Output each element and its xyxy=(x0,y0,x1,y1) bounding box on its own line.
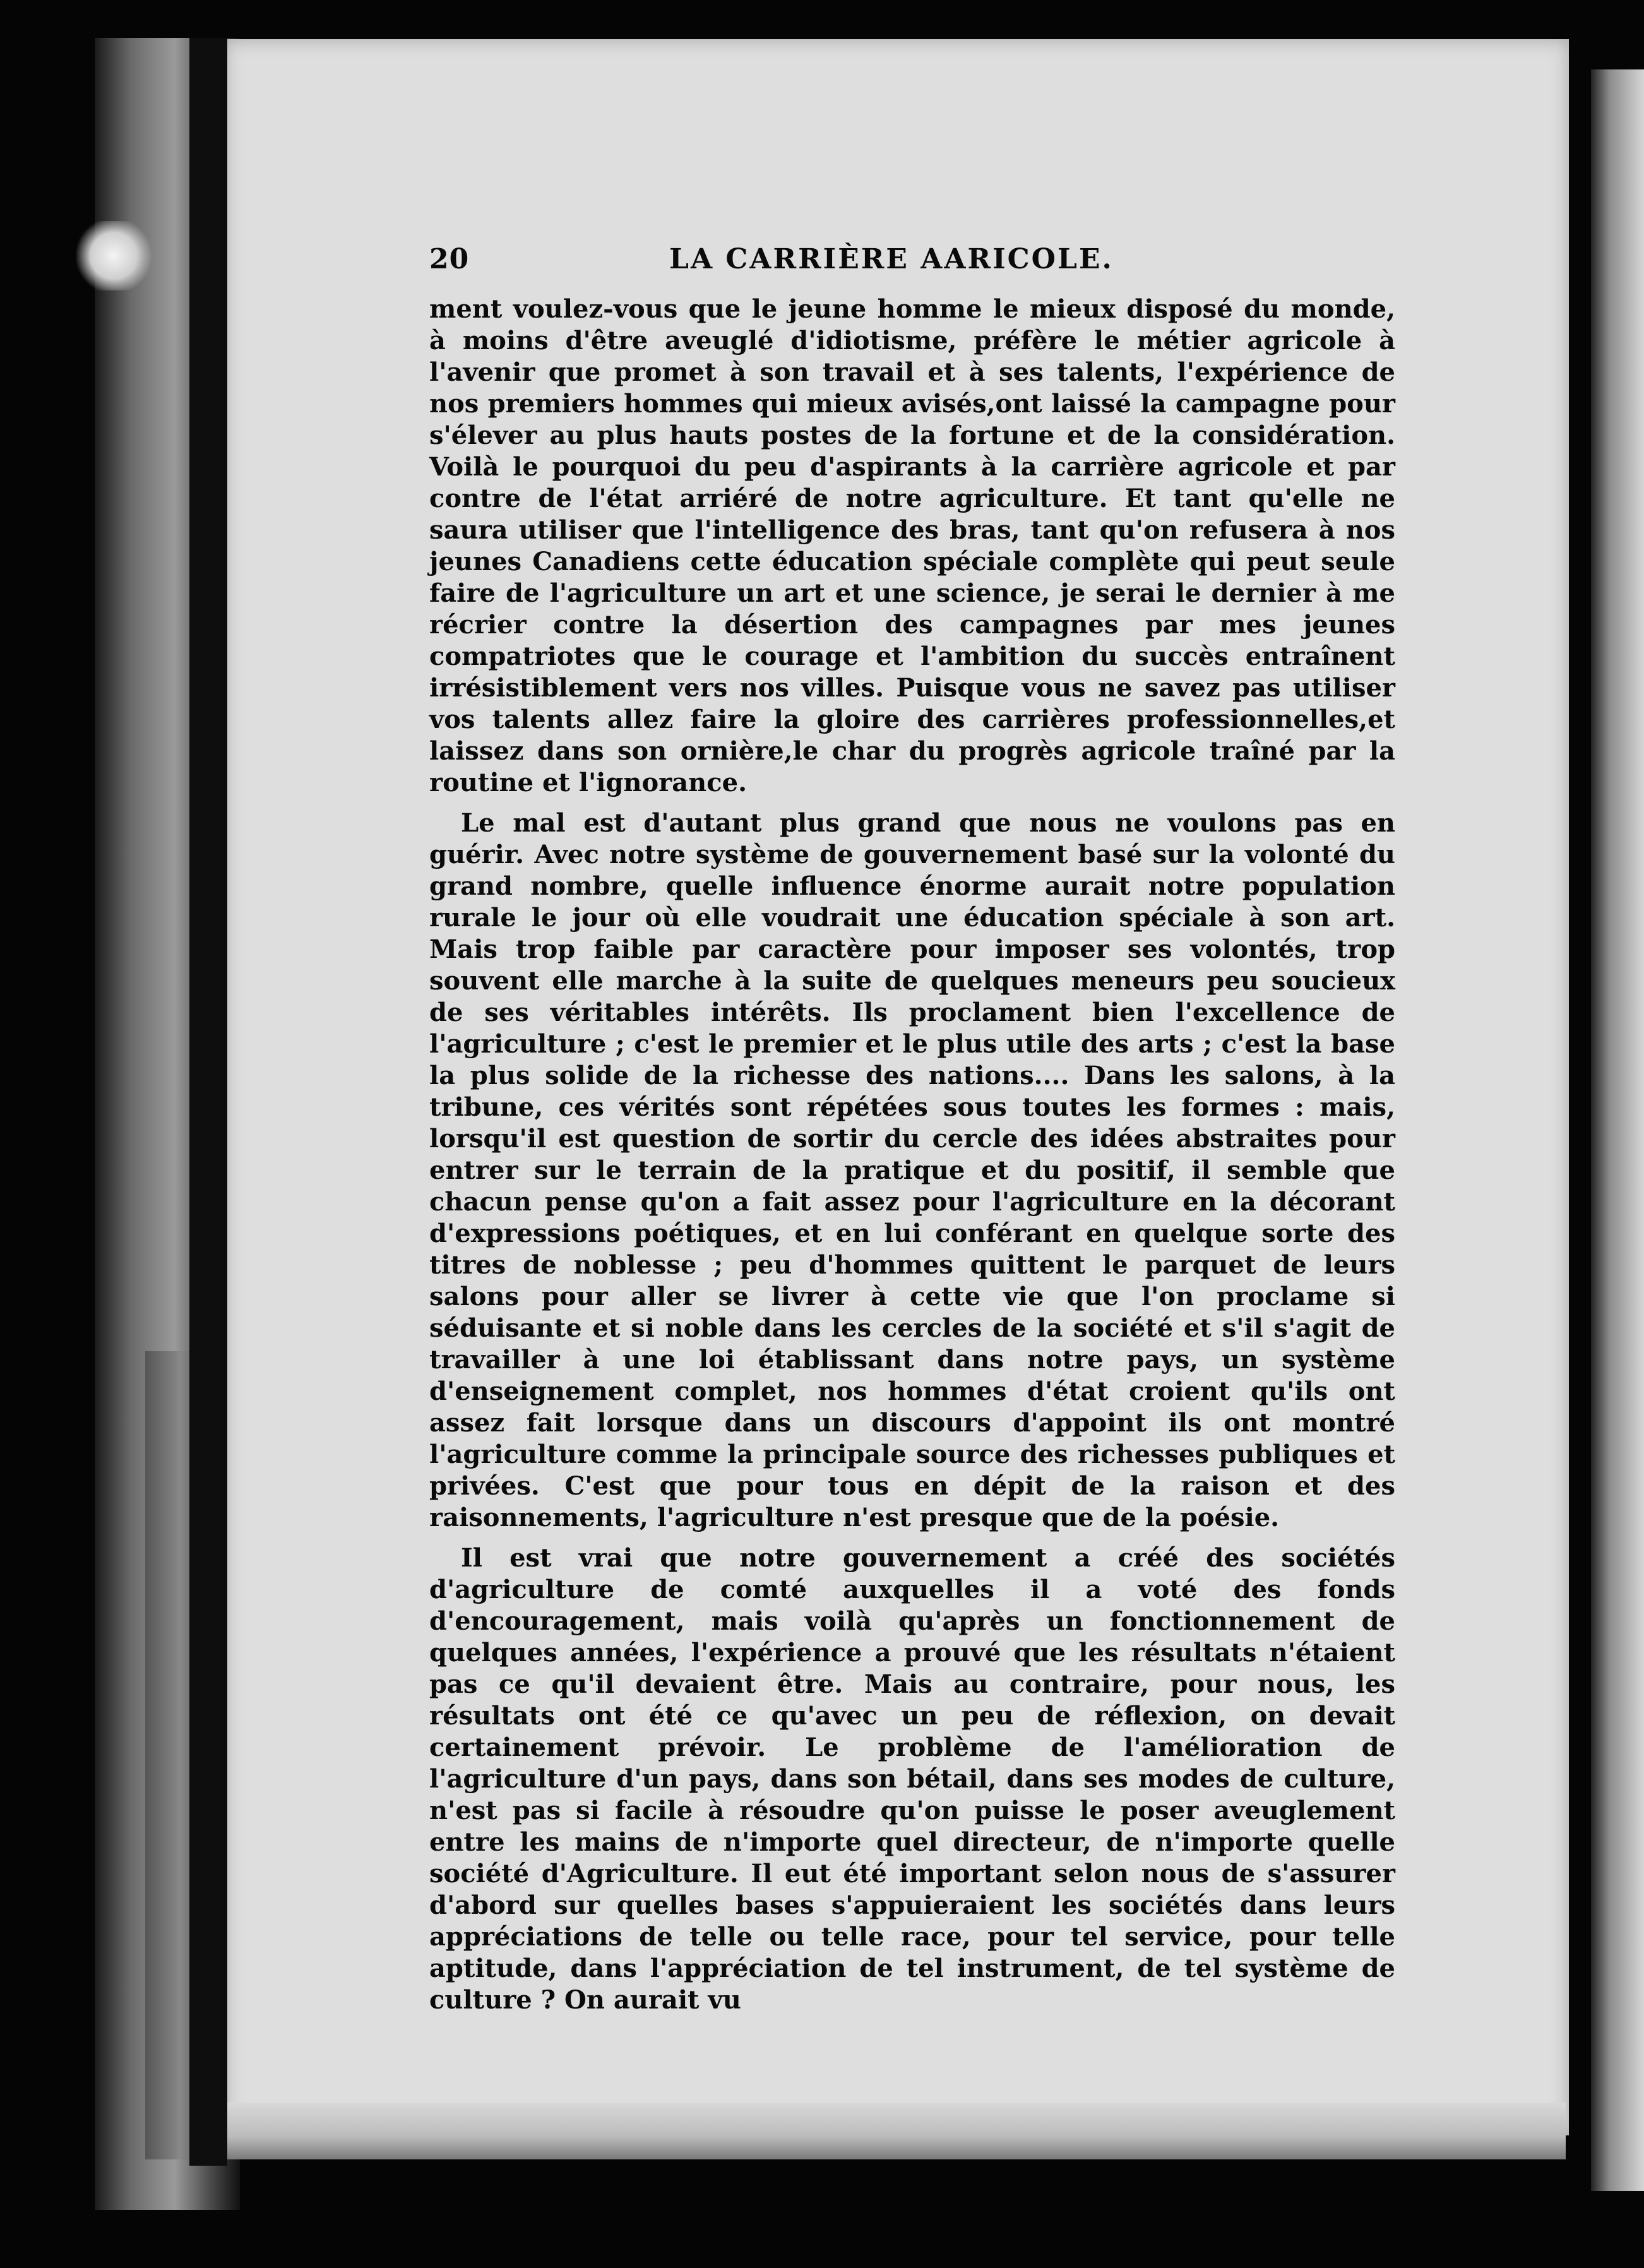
book-gutter xyxy=(189,38,227,2166)
paper-stain xyxy=(76,221,152,290)
facing-page-edge xyxy=(1591,69,1644,2191)
paragraph-1: ment voulez-vous que le jeune homme le mieux disposé du monde, à moins d'être aveuglé d'idiotisme, préfère le métier agricole à l'avenir que promet à son travail et à ses talents, l'expérience de nos premiers hommes qui mieux avisés,ont laissé la campagne pour s'élever au plus hauts postes de la fortune et de la considération. Voilà le pourquoi du peu d'aspirants à la carrière agricole et par contre de l'état arriéré de notre agriculture. Et tant qu'elle ne saura utiliser que l'intelligence des bras, tant qu'on refusera à nos jeunes Canadiens cette éducation spéciale complète qui peut seule faire de l'agriculture un art et une science, je serai le dernier à me récrier contre la désertion des campagnes par mes jeunes compatriotes que le courage et l'ambition du succès entraînent irrésistiblement vers nos villes. Puisque vous ne savez pas utiliser vos talents allez faire la gloire des carrières professionnelles,et laissez dans son ornière,le char du progrès agricole traîné par la routine et l'ignorance. xyxy=(429,294,1395,797)
page-content xyxy=(429,243,1395,2025)
paragraph-3: Il est vrai que notre gouvernement a créé des sociétés d'agriculture de comté auxquelles il a voté des fonds d'encouragement, mais voilà qu'après un fonctionnement de quelques années, l'expérience a prouvé que les résultats n'étaient pas ce qu'il devaient être. Mais au contraire, pour nous, les résultats ont été ce qu'avec un peu de réflexion, on devait certainement prévoir. Le problème de l'amélioration de l'agriculture d'un pays, dans son bétail, dans ses modes de culture, n'est pas si facile à résoudre qu'on puisse le poser aveuglement entre les mains de n'importe quel directeur, de n'importe quelle société d'Agriculture. Il eut été important selon nous de s'assurer d'abord sur quelles bases s'appuieraient les sociétés dans leurs appréciations de telle ou telle race, pour tel service, pour telle aptitude, dans l'appréciation de tel instrument, de tel système de culture ? On aurait vu xyxy=(429,1543,1395,2015)
paragraph-2: Le mal est d'autant plus grand que nous ne voulons pas en guérir. Avec notre système de gouvernement basé sur la volonté du grand nombre, quelle influence énorme aurait notre population rurale le jour où elle voudrait une éducation spéciale à son art. Mais trop faible par caractère pour imposer ses volontés, trop souvent elle marche à la suite de quelques meneurs peu soucieux de ses véritables intérêts. Ils proclament bien l'excellence de l'agriculture ; c'est le premier et le plus utile des arts ; c'est la base la plus solide de la richesse des nations.... Dans les salons, à la tribune, ces vérités sont répétées sous toutes les formes : mais, lorsqu'il est question de sortir du cercle des idées abstraites pour entrer sur le terrain de la pratique et du positif, il semble que chacun pense qu'on a fait assez pour l'agriculture en la décorant d'expressions poétiques, et en lui conférant en quelque sorte des titres de noblesse ; peu d'hommes quittent le parquet de leurs salons pour aller se livrer à cette vie que l'on proclame si séduisante et si noble dans les cercles de la société et s'il s'agit de travailler à une loi établissant dans notre pays, un système d'enseignement complet, nos hommes d'état croient qu'ils ont assez fait lorsque dans un discours d'appoint ils ont montré l'agriculture comme la principale source des richesses publiques et privées. C'est que pour tous en dépit de la raison et des raisonnements, l'agriculture n'est presque que de la poésie. xyxy=(429,808,1395,1532)
page-bottom-edge xyxy=(208,2103,1566,2159)
running-title: LA CARRIÈRE AARICOLE. xyxy=(669,243,1114,275)
page-header xyxy=(429,243,1395,294)
page-number: 20 xyxy=(429,243,470,275)
